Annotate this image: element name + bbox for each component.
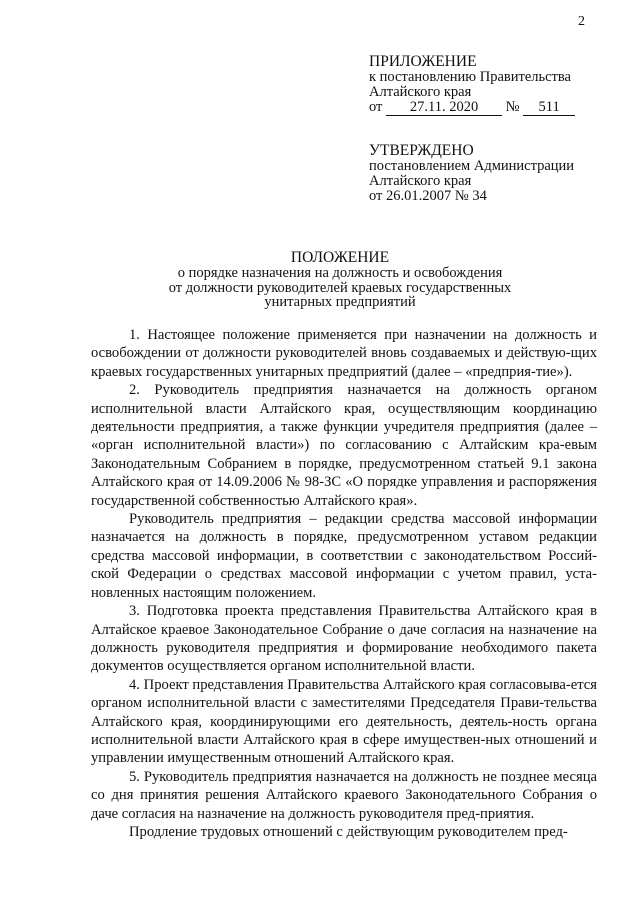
paragraph-5: 4. Проект представления Правительства Алтайского края согласовыва-ется органом исполнительной власти с заместителями Председателя Прави-тельства Алтайского края, координирующими его деятельность, деятель-ность органа исполнительной власти Алтайского края в сфере имуществен-ных отношений и управлении имущественным отношений Алтайского края.	[91, 676, 597, 767]
approved-line-2: Алтайского края	[369, 173, 472, 189]
appendix-block	[369, 53, 575, 116]
paragraph-7: Продление трудовых отношений с действующим руководителем пред-	[129, 823, 568, 840]
paragraph-1: 1. Настоящее положение применяется при назначении на должность и освобождении от должности руководителей вновь создаваемых и действую-щих краевых государственных унитарных предприятий (далее – «предприя-тие»).	[91, 327, 597, 380]
appendix-line-2: Алтайского края	[369, 84, 472, 100]
paragraph-3: Руководитель предприятия – редакции средства массовой информации назначается на должность в порядке, предусмотренном уставом редакции средства массовой информации, в соответствии с законодательством Россий-ской Федерации о средствах массовой информации с учетом правил, уста-новленных настоящим положением.	[91, 511, 597, 601]
approved-line-3: от 26.01.2007 № 34	[369, 188, 487, 204]
document-body	[91, 326, 597, 841]
approved-block	[369, 142, 574, 204]
appendix-date-row	[369, 100, 575, 116]
number-label: №	[505, 99, 520, 115]
title-line-2: от должности руководителей краевых государственных	[168, 279, 512, 296]
document-title	[140, 249, 540, 310]
page-number: 2	[578, 14, 585, 29]
paragraph-2: 2. Руководитель предприятия назначается на должность органом исполнительной власти Алтайского края, осуществляющим координацию деятельности предприятия, а также функции учредителя предприятия (далее – «орган исполнительной власти») по согласованию с Алтайским кра-евым Законодательным Собранием в порядке, предусмотренном статьей 9.1 закона Алтайского края от 14.09.2006 № 98-ЗС «О порядке управления и распоряжения государственной собственностью Алтайского края».	[91, 382, 597, 509]
appendix-heading: ПРИЛОЖЕНИЕ	[369, 53, 477, 70]
paragraph-6: 5. Руководитель предприятия назначается на должность не позднее месяца со дня принятия решения Алтайского краевого Законодательного Собрания о даче согласия на назначение на должность руководителя пред-приятия.	[91, 768, 597, 822]
title-heading: ПОЛОЖЕНИЕ	[290, 249, 390, 266]
approved-heading: УТВЕРЖДЕНО	[369, 142, 474, 159]
approved-line-1: постановлением Администрации	[369, 158, 575, 174]
title-line-1: о порядке назначения на должность и освобождения	[177, 265, 503, 281]
title-line-3: унитарных предприятий	[264, 294, 416, 310]
paragraph-4: 3. Подготовка проекта представления Правительства Алтайского края в Алтайское краевое Законодательное Собрание о даче согласия на назначение на должность руководителя предприятия и формирование необходимого пакета документов осуществляется органом исполнительной власти.	[91, 603, 597, 675]
number-field: 511	[523, 100, 575, 116]
date-from-label: от	[369, 99, 383, 115]
appendix-line-1: к постановлению Правительства	[369, 69, 571, 85]
date-field: 27.11. 2020	[386, 100, 502, 116]
